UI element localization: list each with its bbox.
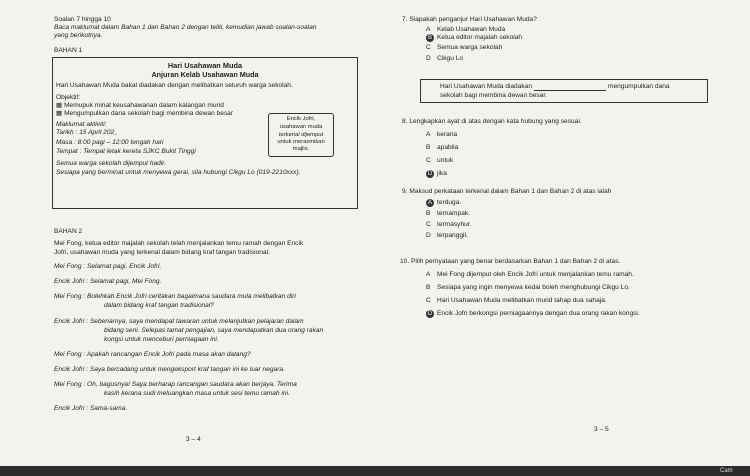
q7-option-b[interactable]: B Ketua editor majalah sekolah xyxy=(427,34,523,41)
dialog-line: Encik Jofri : Sama-sama. xyxy=(54,405,128,412)
answer-blank[interactable] xyxy=(534,90,606,91)
note-line-2: usahawan muda xyxy=(279,124,323,130)
dialog-line: Encik Jofri : Selamat pagi, Mei Fong. xyxy=(54,278,162,285)
poster-footer-2: Sesiapa yang berminat untuk menyewa gerai, sila hubungi Cikgu Lo (019-2210xxx). xyxy=(56,169,301,176)
dialog-line: kongsi untuk menceburi perniagaan ini. xyxy=(104,336,219,343)
bullet-icon: ▦ xyxy=(56,110,65,117)
q9-option-b[interactable]: B ternampak. xyxy=(426,210,470,217)
camera-brand-label: Cam xyxy=(720,468,733,474)
q9-option-a[interactable]: A terduga. xyxy=(427,199,462,206)
dialog-line: Encik Jofri : Saya bercadang untuk mengeksport kraf tangan ini ke luar negara. xyxy=(54,366,285,373)
q10-option-c[interactable]: C Hari Usahawan Muda melibatkan murid tahap dua sahaja. xyxy=(426,297,607,304)
q8-sentence-line-1: Hari Usahawan Muda diadakan mengumpulkan dana xyxy=(440,83,670,90)
bahan2-intro-2: Jofri, usahawan muda yang terkenal dalam bidang kraf tangan tradisional. xyxy=(54,249,270,256)
note-line-5: majlis. xyxy=(292,146,310,152)
q8-option-c[interactable]: C untuk xyxy=(426,157,454,164)
selected-answer-mark: A xyxy=(427,200,432,206)
q9-question: 9. Maksud perkataan terkenal dalam Bahan 1 dan Bahan 2 di atas ialah xyxy=(402,188,612,195)
dialog-line: Mei Fong : Bolehkah Encik Jofri ceritakan bagaimana saudara mula melibatkan diri xyxy=(54,293,296,300)
tarikh-row: Tarikh : 15 April 202_ xyxy=(56,129,118,136)
dialog-line: Mei Fong : Apakah rancangan Encik Jofri pada masa akan datang? xyxy=(54,351,251,358)
section-title: Soalan 7 hingga 10 xyxy=(54,16,111,23)
page-number-right: 3 – 5 xyxy=(594,426,609,433)
q10-question: 10. Pilih pernyataan yang benar berdasarkan Bahan 1 dan Bahan 2 di atas. xyxy=(400,258,621,265)
q10-option-d[interactable]: D Encik Jofri berkongsi perniagaannya dengan dua orang rakan kongsi. xyxy=(427,310,640,317)
q7-option-a[interactable]: A Kelab Usahawan Muda xyxy=(426,26,506,33)
maklumat-label: Maklumat aktiviti: xyxy=(56,121,107,128)
dialog-line: kasih kerana sudi meluangkan masa untuk sesi temu ramah ini. xyxy=(104,390,290,397)
poster-footer-1: Semua warga sekolah dijemput hadir. xyxy=(56,160,167,167)
q7-question: 7. Siapakah penganjur Hari Usahawan Muda? xyxy=(402,16,537,23)
selected-answer-mark: D xyxy=(427,171,433,177)
q9-option-d[interactable]: D terpanggil. xyxy=(426,232,468,239)
dialog-line: dalam bidang kraf tangan tradisional? xyxy=(104,302,214,309)
poster-subtitle: Anjuran Kelab Usahawan Muda xyxy=(151,70,259,79)
q8-option-d[interactable]: D jika xyxy=(427,170,447,177)
q8-sentence-line-2: sekolah bagi membina dewan besar. xyxy=(440,92,548,99)
bullet-icon: ▦ xyxy=(56,102,65,109)
bottom-bar xyxy=(0,466,750,476)
instruction-line-2: yang berikutnya. xyxy=(54,32,103,39)
selected-answer-mark: B xyxy=(427,35,432,41)
note-line-4: untuk merasmikan xyxy=(277,139,325,145)
dialog-line: Encik Jofri : Sebenarnya, saya mendapat tawaran untuk melanjutkan pelajaran dalam xyxy=(54,318,304,325)
q10-option-b[interactable]: B Sesiapa yang ingin menyewa kedai boleh menghubungi Cikgu Lo. xyxy=(426,284,630,291)
note-line-1: Encik Jofri, xyxy=(286,116,316,122)
tempat-row: Tempat : Tempat letak kereta SJKC Bukit Tinggi xyxy=(56,148,196,155)
selected-answer-mark: D xyxy=(427,311,433,317)
q8-option-a[interactable]: A kerana xyxy=(426,131,458,138)
bahan2-label: BAHAN 2 xyxy=(54,228,83,235)
dialog-line: Mei Fong : Selamat pagi, Encik Jofri. xyxy=(54,263,162,270)
objective-1: ▦ Memupuk minat keusahawanan dalam kalangan murid xyxy=(56,102,224,109)
dialog-line: Mei Fong : Oh, bagusnya! Saya berharap rancangan saudara akan berjaya. Terima xyxy=(54,381,297,388)
q9-option-c[interactable]: C termasyhur. xyxy=(426,221,472,228)
objective-2: ▦ Mengumpulkan dana sekolah bagi membina dewan besar xyxy=(56,110,234,117)
instruction-line-1: Baca maklumat dalam Bahan 1 dan Bahan 2 dengan teliti, kemudian jawab soalan-soalan xyxy=(54,24,317,31)
q10-option-a[interactable]: A Mei Fong dijemput oleh Encik Jofri untuk menjalankan temu ramah. xyxy=(426,271,634,278)
dialog-line: bidang seni. Selepas tamat pengajian, saya mendapatkan dua orang rakan xyxy=(104,327,324,334)
poster-intro: Hari Usahawan Muda bakal diadakan dengan melibatkan seluruh warga sekolah. xyxy=(56,82,293,89)
objektif-label: Objektif: xyxy=(56,94,81,101)
note-line-3: terkenal dijemput xyxy=(278,132,324,138)
bahan2-intro-1: Mei Fong, ketua editor majalah sekolah telah menjalankan temu ramah dengan Encik xyxy=(54,240,304,247)
q7-option-d[interactable]: D Cikgu Lo xyxy=(426,55,464,62)
masa-row: Masa : 8:00 pagi – 12:00 tengah hari xyxy=(56,139,164,146)
q7-option-c[interactable]: C Semua warga sekolah xyxy=(426,44,503,51)
q8-question: 8. Lengkapkan ayat di atas dengan kata hubung yang sesuai. xyxy=(402,118,582,125)
q8-option-b[interactable]: B apabila xyxy=(426,144,459,151)
poster-title: Hari Usahawan Muda xyxy=(167,61,243,70)
bahan1-label: BAHAN 1 xyxy=(54,47,83,54)
page-number-left: 3 – 4 xyxy=(186,436,201,443)
